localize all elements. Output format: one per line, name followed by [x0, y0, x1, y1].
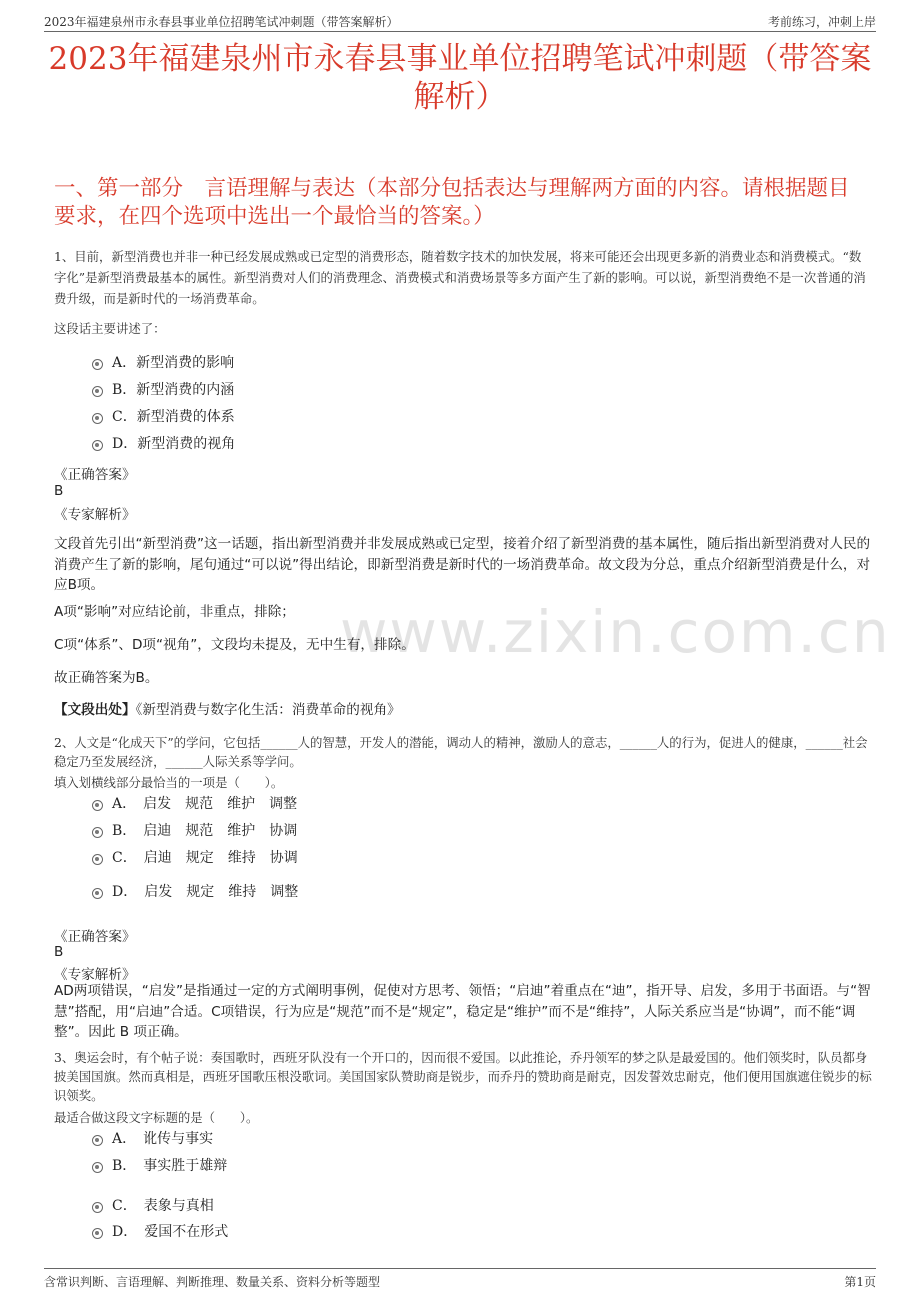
- question-2-prompt: 填入划横线部分最恰当的一项是（ ）。: [54, 775, 284, 790]
- radio-icon[interactable]: [92, 1202, 103, 1213]
- question-1-analysis-para-1: 文段首先引出“新型消费”这一话题，指出新型消费并非发展成熟或已定型，接着介绍了新型消费的基本属性，随后指出新型消费对人民的消费产生了新的影响，尾句通过“可以说”得出结论，即新型消费是新时代的一场消费革命。故文段为分总，重点介绍新型消费是什么，对应B项。: [54, 536, 871, 593]
- footer-divider: [44, 1268, 876, 1269]
- question-1-analysis-label: 《专家解析》: [54, 507, 136, 523]
- option-label: A．新型消费的影响: [112, 355, 235, 371]
- question-1-answer: B: [54, 483, 64, 499]
- header-divider: [44, 31, 876, 32]
- radio-icon[interactable]: [92, 888, 103, 899]
- option-label: B．新型消费的内涵: [112, 382, 235, 398]
- question-1-option-c[interactable]: [92, 407, 235, 427]
- page-title: 2023年福建泉州市永春县事业单位招聘笔试冲刺题（带答案解析）: [48, 41, 872, 115]
- radio-icon[interactable]: [92, 386, 103, 397]
- watermark: www.zixin.com.cn: [340, 598, 891, 666]
- question-3-prompt: 最适合做这段文字标题的是（ ）。: [54, 1110, 259, 1125]
- radio-icon[interactable]: [92, 827, 103, 838]
- question-1-analysis-para-3: C项“体系”、D项“视角”，文段均未提及，无中生有，排除。: [54, 637, 415, 653]
- option-label: D． 启发 规定 维持 调整: [112, 884, 299, 900]
- header-doc-title: 2023年福建泉州市永春县事业单位招聘笔试冲刺题（带答案解析）: [44, 15, 399, 29]
- option-label: C． 表象与真相: [112, 1198, 214, 1214]
- question-1-text: 1、目前，新型消费也并非一种已经发展成熟或已定型的消费形态，随着数字技术的加快发展，将来可能还会出现更多新的消费业态和消费模式。“数字化”是新型消费最基本的属性。新型消费对人们的消费理念、消费模式和消费场景等多方面产生了新的影响。可以说，新型消费绝不是一次普通的消费升级，而是新时代的一场消费革命。: [54, 249, 866, 306]
- question-2-analysis: AD两项错误，“启发”是指通过一定的方式阐明事例，促使对方思考、领悟；“启迪”着重点在“迪”，指开导、启发，多用于书面语。与“智慧”搭配，用“启迪”合适。C项错误，行为应是“规范”而不是“规定”，稳定是“维护”而不是“维持”，人际关系应当是“协调”，而不能“调整”。因此 B 项正确。: [54, 983, 871, 1040]
- question-2-option-b[interactable]: [92, 821, 297, 841]
- question-2-option-a[interactable]: [92, 794, 297, 814]
- question-2-option-c[interactable]: [92, 848, 298, 868]
- option-label: C． 启迪 规定 维持 协调: [112, 850, 298, 866]
- radio-icon[interactable]: [92, 1228, 103, 1239]
- option-label: B． 事实胜于雄辩: [112, 1158, 228, 1174]
- question-1-analysis-para-2: A项“影响”对应结论前，非重点，排除；: [54, 604, 295, 620]
- option-label: D． 爱国不在形式: [112, 1224, 229, 1240]
- option-label: D．新型消费的视角: [112, 436, 236, 452]
- question-2-answer: B: [54, 944, 64, 960]
- question-1-analysis-para-4: 故正确答案为B。: [54, 670, 159, 686]
- question-1-option-d[interactable]: [92, 434, 235, 454]
- question-1-option-b[interactable]: [92, 380, 234, 400]
- question-1-prompt: 这段话主要讲述了：: [54, 321, 166, 336]
- radio-icon[interactable]: [92, 854, 103, 865]
- radio-icon[interactable]: [92, 1135, 103, 1146]
- question-2-option-d[interactable]: [92, 882, 298, 902]
- option-label: B． 启迪 规范 维护 协调: [112, 823, 298, 839]
- question-2-analysis-label: 《专家解析》: [54, 967, 136, 983]
- option-label: A． 启发 规范 维护 调整: [112, 796, 298, 812]
- radio-icon[interactable]: [92, 1162, 103, 1173]
- question-1-option-a[interactable]: [92, 353, 234, 373]
- question-1-answer-label: 《正确答案》: [54, 467, 136, 483]
- question-3-text: 3、奥运会时，有个帖子说：奏国歌时，西班牙队没有一个开口的，因而很不爱国。以此推论，乔丹领军的梦之队是最爱国的。他们领奖时，队员都身披美国国旗。然而真相是，西班牙国歌压根没歌词。美国国家队赞助商是锐步，而乔丹的赞助商是耐克，因发誓效忠耐克，他们便用国旗遮住锐步的标识领奖。: [54, 1050, 872, 1103]
- question-2-text: 2、人文是“化成天下”的学问，它包括______人的智慧，开发人的潜能，调动人的精神，激励人的意志，______人的行为，促进人的健康，______社会稳定乃至发展经济，______人际关系等学问。: [54, 735, 868, 769]
- question-1-source: [54, 700, 872, 721]
- footer-description: 含常识判断、言语理解、判断推理、数量关系、资料分析等题型: [44, 1275, 381, 1289]
- radio-icon[interactable]: [92, 413, 103, 424]
- option-label: A． 讹传与事实: [112, 1131, 214, 1147]
- source-title: 《新型消费与数字化生活：消费革命的视角》: [135, 702, 401, 718]
- header-slogan: 考前练习，冲刺上岸: [767, 15, 876, 29]
- section-heading: 一、第一部分 言语理解与表达（本部分包括表达与理解两方面的内容。请根据题目要求，在四个选项中选出一个最恰当的答案。）: [54, 176, 850, 229]
- question-2-answer-label: 《正确答案》: [54, 929, 136, 945]
- radio-icon[interactable]: [92, 800, 103, 811]
- option-label: C．新型消费的体系: [112, 409, 235, 425]
- question-3-option-d[interactable]: [92, 1222, 228, 1242]
- question-3-option-b[interactable]: [92, 1156, 227, 1176]
- source-label: 【文段出处】: [54, 702, 136, 718]
- question-3-option-c[interactable]: [92, 1196, 214, 1216]
- question-3-option-a[interactable]: [92, 1129, 213, 1149]
- radio-icon[interactable]: [92, 359, 103, 370]
- page-number: 第1页: [844, 1275, 876, 1289]
- radio-icon[interactable]: [92, 440, 103, 451]
